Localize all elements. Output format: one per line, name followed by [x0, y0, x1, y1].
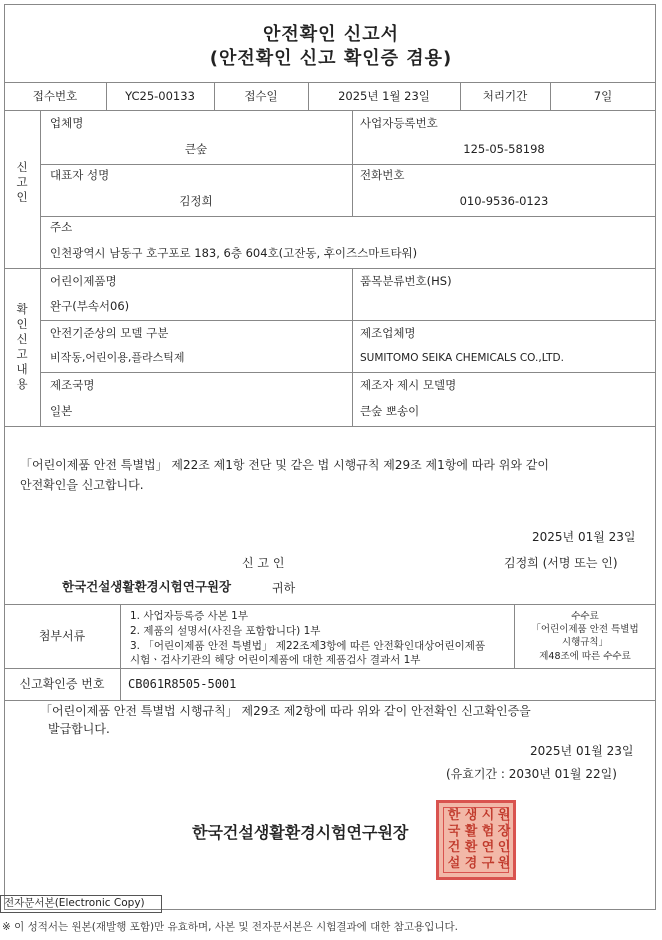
period-label: 처리기간 [482, 89, 528, 103]
certificate-no-label: 신고확인증 번호 [19, 677, 105, 691]
model-label: 안전기준상의 모델 구분 [50, 326, 169, 340]
reporter-label: 신 고 인 [242, 556, 285, 570]
fee-line-2: 「어린이제품 안전 특별법 [531, 624, 639, 635]
fee-line-3: 시행규칙」 [561, 637, 609, 648]
certificate-text-1: 「어린이제품 안전 특별법 시행규칙」 제29조 제2항에 따라 위와 같이 안전확인 신고확인증을 [40, 704, 531, 718]
certificate-no-value: CB061R8505-5001 [128, 677, 237, 691]
issuer-name: 한국건설생활환경시험연구원장 [192, 823, 409, 842]
form-subtitle: (안전확인 신고 확인증 겸용) [209, 48, 453, 69]
receipt-date-value: 2025년 1월 23일 [338, 89, 430, 103]
official-seal: 한 국 건 설 생 활 환 경 시 험 연 구 원 장 인 원 [436, 800, 516, 880]
fee-line-4: 제48조에 따른 수수료 [539, 651, 631, 662]
reporter-name: 김정희 (서명 또는 인) [504, 556, 618, 570]
form-title: 안전확인 신고서 [263, 24, 399, 45]
address-label: 주소 [50, 220, 73, 234]
attachments-label: 첨부서류 [38, 629, 86, 643]
certificate-validity: (유효기간 : 2030년 01월 22일) [446, 767, 617, 781]
footer-notice: ※ 이 성적서는 원본(재발행 포함)만 유효하며, 사본 및 전자문서본은 시험결과에 대한 참고용입니다. [2, 921, 458, 933]
receipt-date-label: 접수일 [244, 89, 278, 103]
recipient-suffix: 귀하 [272, 581, 296, 595]
phone-label: 전화번호 [360, 168, 405, 182]
period-value: 7일 [593, 89, 613, 103]
fee-line-1: 수수료 [571, 611, 599, 622]
maker-model-value: 큰숲 뽀송이 [360, 404, 420, 418]
attachment-item-1: 1. 사업자등록증 사본 1부 [130, 610, 248, 622]
certificate-text-2: 발급합니다. [48, 722, 110, 736]
reg-value: 125-05-58198 [463, 142, 545, 156]
country-value: 일본 [50, 404, 73, 418]
rep-label: 대표자 성명 [50, 168, 110, 182]
phone-value: 010-9536-0123 [459, 194, 549, 208]
attachment-item-3a: 3. 「어린이제품 안전 특별법」 제22조제3항에 따른 안전확인대상어린이제품 [130, 640, 486, 652]
receipt-no-value: YC25-00133 [125, 89, 195, 103]
receipt-no-label: 접수번호 [32, 89, 78, 103]
content-side-label: 확 인 신 고 내 용 [16, 302, 28, 391]
certificate-date: 2025년 01월 23일 [530, 744, 634, 758]
product-label: 어린이제품명 [50, 274, 117, 288]
applicant-side-label: 신 고 인 [16, 160, 28, 204]
recipient: 한국건설생활환경시험연구원장 [62, 579, 232, 594]
company-value: 큰숲 [184, 142, 208, 156]
maker-model-label: 제조자 제시 모델명 [360, 378, 457, 392]
country-label: 제조국명 [50, 378, 95, 392]
hs-label: 품목분류번호(HS) [360, 274, 452, 288]
maker-label: 제조업체명 [360, 326, 416, 340]
address-value: 인천광역시 남동구 호구포로 183, 6층 604호(고잔동, 후이즈스마트타워) [50, 246, 418, 260]
attachment-item-3b: 시험ㆍ검사기관의 해당 어린이제품에 대한 제품검사 결과서 1부 [130, 654, 421, 666]
model-value: 비작동,어린이용,플라스틱제 [50, 351, 185, 364]
reg-label: 사업자등록번호 [360, 116, 438, 130]
attachment-item-2: 2. 제품의 설명서(사진을 포함합니다) 1부 [130, 625, 321, 637]
declaration-text-1: 「어린이제품 안전 특별법」 제22조 제1항 전단 및 같은 법 시행규칙 제29조 제1항에 따라 위와 같이 [20, 458, 549, 472]
maker-value: SUMITOMO SEIKA CHEMICALS CO.,LTD. [360, 352, 564, 364]
declaration-date: 2025년 01월 23일 [532, 530, 636, 544]
company-label: 업체명 [50, 116, 84, 130]
product-value: 완구(부속서06) [50, 299, 130, 313]
declaration-text-2: 안전확인을 신고합니다. [20, 478, 144, 492]
rep-value: 김정희 [179, 194, 213, 208]
electronic-copy-label: 전자문서본(Electronic Copy) [4, 897, 145, 909]
